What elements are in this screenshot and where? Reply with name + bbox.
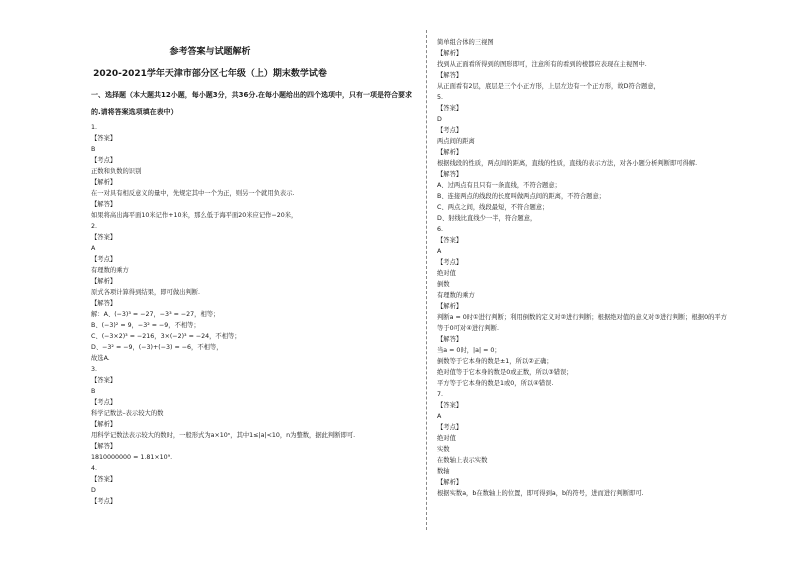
text-line: 【答案】	[91, 377, 117, 384]
text-line: 【解析】	[437, 479, 463, 486]
text-line: C、两点之间，线段最短，不符合题意；	[437, 204, 549, 211]
text-line: 【解答】	[437, 336, 463, 343]
text-line: 【解析】	[91, 278, 117, 285]
text-line: A	[91, 245, 96, 252]
text-line: 【考点】	[437, 259, 463, 266]
text-line: 【答案】	[437, 105, 463, 112]
text-line: A	[437, 248, 442, 255]
text-line: 【考点】	[91, 498, 117, 505]
text-line: 绝对值等于它本身的数是0或正数，所以③错误；	[437, 369, 573, 376]
text-line: 有理数的乘方	[91, 267, 129, 274]
text-line: 【考点】	[91, 399, 117, 406]
text-line: 原式各项计算得到结果，即可做出判断.	[91, 289, 201, 296]
text-line: 倒数	[437, 281, 450, 288]
text-line: 绝对值	[437, 270, 456, 277]
text-line: 倒数等于它本身的数是±1，所以②正确；	[437, 358, 553, 365]
document-subtitle: 2020-2021学年天津市部分区七年级（上）期末数学试卷	[93, 69, 327, 79]
text-line: 【答案】	[91, 234, 117, 241]
text-line: 科学记数法–表示较大的数	[91, 410, 164, 417]
text-line: 【解析】	[91, 421, 117, 428]
text-line: 解：A、(−3)³ = −27，−3³ = −27，相等；	[91, 311, 220, 318]
text-line: 【考点】	[437, 127, 463, 134]
text-line: A	[437, 413, 442, 420]
text-line: 如果将高出海平面10米记作+10米，那么低于海平面20米应记作−20米，	[91, 212, 298, 219]
text-line: 根据实数a，b在数轴上的位置，即可得到a，b的符号，进而进行判断即可.	[437, 490, 644, 497]
text-line: 【考点】	[91, 256, 117, 263]
text-line: 根据线段的性质，两点间的距离，直线的性质，直线的表示方法，对各小题分析判断即可得解.	[437, 160, 698, 167]
text-line: A、过两点有且只有一条直线，不符合题意；	[437, 182, 561, 189]
text-line: 两点间的距离	[437, 138, 475, 145]
text-line: C、(−3×2)³ = −216，3×(−2)³ = −24，不相等；	[91, 333, 241, 340]
text-line: B	[91, 388, 96, 395]
text-line: 【解答】	[91, 443, 117, 450]
text-line: 3.	[91, 366, 98, 373]
text-line: 5.	[437, 94, 444, 101]
text-line: 等于0可对④进行判断.	[437, 325, 500, 332]
text-line: D	[91, 487, 96, 494]
text-line: 【考点】	[437, 424, 463, 431]
text-line: 7.	[437, 391, 444, 398]
text-line: 6.	[437, 226, 444, 233]
text-line: 实数	[437, 446, 450, 453]
text-line: 【解答】	[91, 201, 117, 208]
text-line: 在一对具有相反意义的量中，先规定其中一个为正，则另一个就用负表示.	[91, 190, 295, 197]
text-line: 平方等于它本身的数是1或0，所以④错误.	[437, 380, 554, 387]
document-title: 参考答案与试题解析	[169, 47, 251, 57]
text-line: 找到从正面看所得到的图形即可，注意所有的看到的棱都应表现在主视图中.	[437, 61, 647, 68]
text-line: 正数和负数的识别	[91, 168, 142, 175]
text-line: 【答案】	[437, 402, 463, 409]
text-line: 从正面看有2层，底层是三个小正方形，上层左边有一个正方形，故D符合题意，	[437, 83, 660, 90]
text-line: D、射线比直线少一半，符合题意，	[437, 215, 537, 222]
column-divider	[426, 30, 427, 530]
text-line: 判断a = 0时①进行判断；利用倒数的定义对②进行判断；根据绝对值的意义对③进行判断；根据0的平方	[437, 314, 727, 321]
section-heading-line2: 的.请将答案选项填在表中）	[91, 108, 178, 116]
text-line: 【解析】	[437, 50, 463, 57]
text-line: 在数轴上表示实数	[437, 457, 488, 464]
text-line: 【考点】	[91, 157, 117, 164]
text-line: B、连接两点的线段的长度叫做两点间的距离，不符合题意；	[437, 193, 606, 200]
text-line: 【解析】	[437, 303, 463, 310]
text-line: 【答案】	[91, 476, 117, 483]
section-heading-line1: 一、选择题（本大题共12小题，每小题3分，共36分.在每小题给出的四个选项中，只有一项是符合要求	[91, 91, 413, 99]
text-line: 4.	[91, 465, 98, 472]
text-line: 1.	[91, 124, 98, 131]
text-line: 故选A.	[91, 355, 110, 362]
text-line: 【解析】	[91, 179, 117, 186]
text-line: 2.	[91, 223, 98, 230]
text-line: D、−3² = −9，(−3)+(−3) = −6，不相等，	[91, 344, 223, 351]
text-line: 当a = 0时，|a| = 0；	[437, 347, 501, 354]
text-line: B、(−3)² = 9，−3² = −9，不相等；	[91, 322, 200, 329]
text-line: 【解答】	[437, 171, 463, 178]
text-line: 【解析】	[437, 149, 463, 156]
text-line: 【答案】	[91, 135, 117, 142]
text-line: 绝对值	[437, 435, 456, 442]
text-line: 1810000000 = 1.81×10⁹.	[91, 454, 173, 461]
text-line: 【答案】	[437, 237, 463, 244]
text-line: 数轴	[437, 468, 450, 475]
text-line: 有理数的乘方	[437, 292, 475, 299]
text-line: B	[91, 146, 96, 153]
text-line: 【解答】	[91, 300, 117, 307]
text-line: 【解答】	[437, 72, 463, 79]
text-line: 简单组合体的三视图	[437, 39, 494, 46]
text-line: D	[437, 116, 442, 123]
text-line: 用科学记数法表示较大的数时，一般形式为a×10ⁿ，其中1≤|a|<10，n为整数，据此判断即可.	[91, 432, 356, 439]
